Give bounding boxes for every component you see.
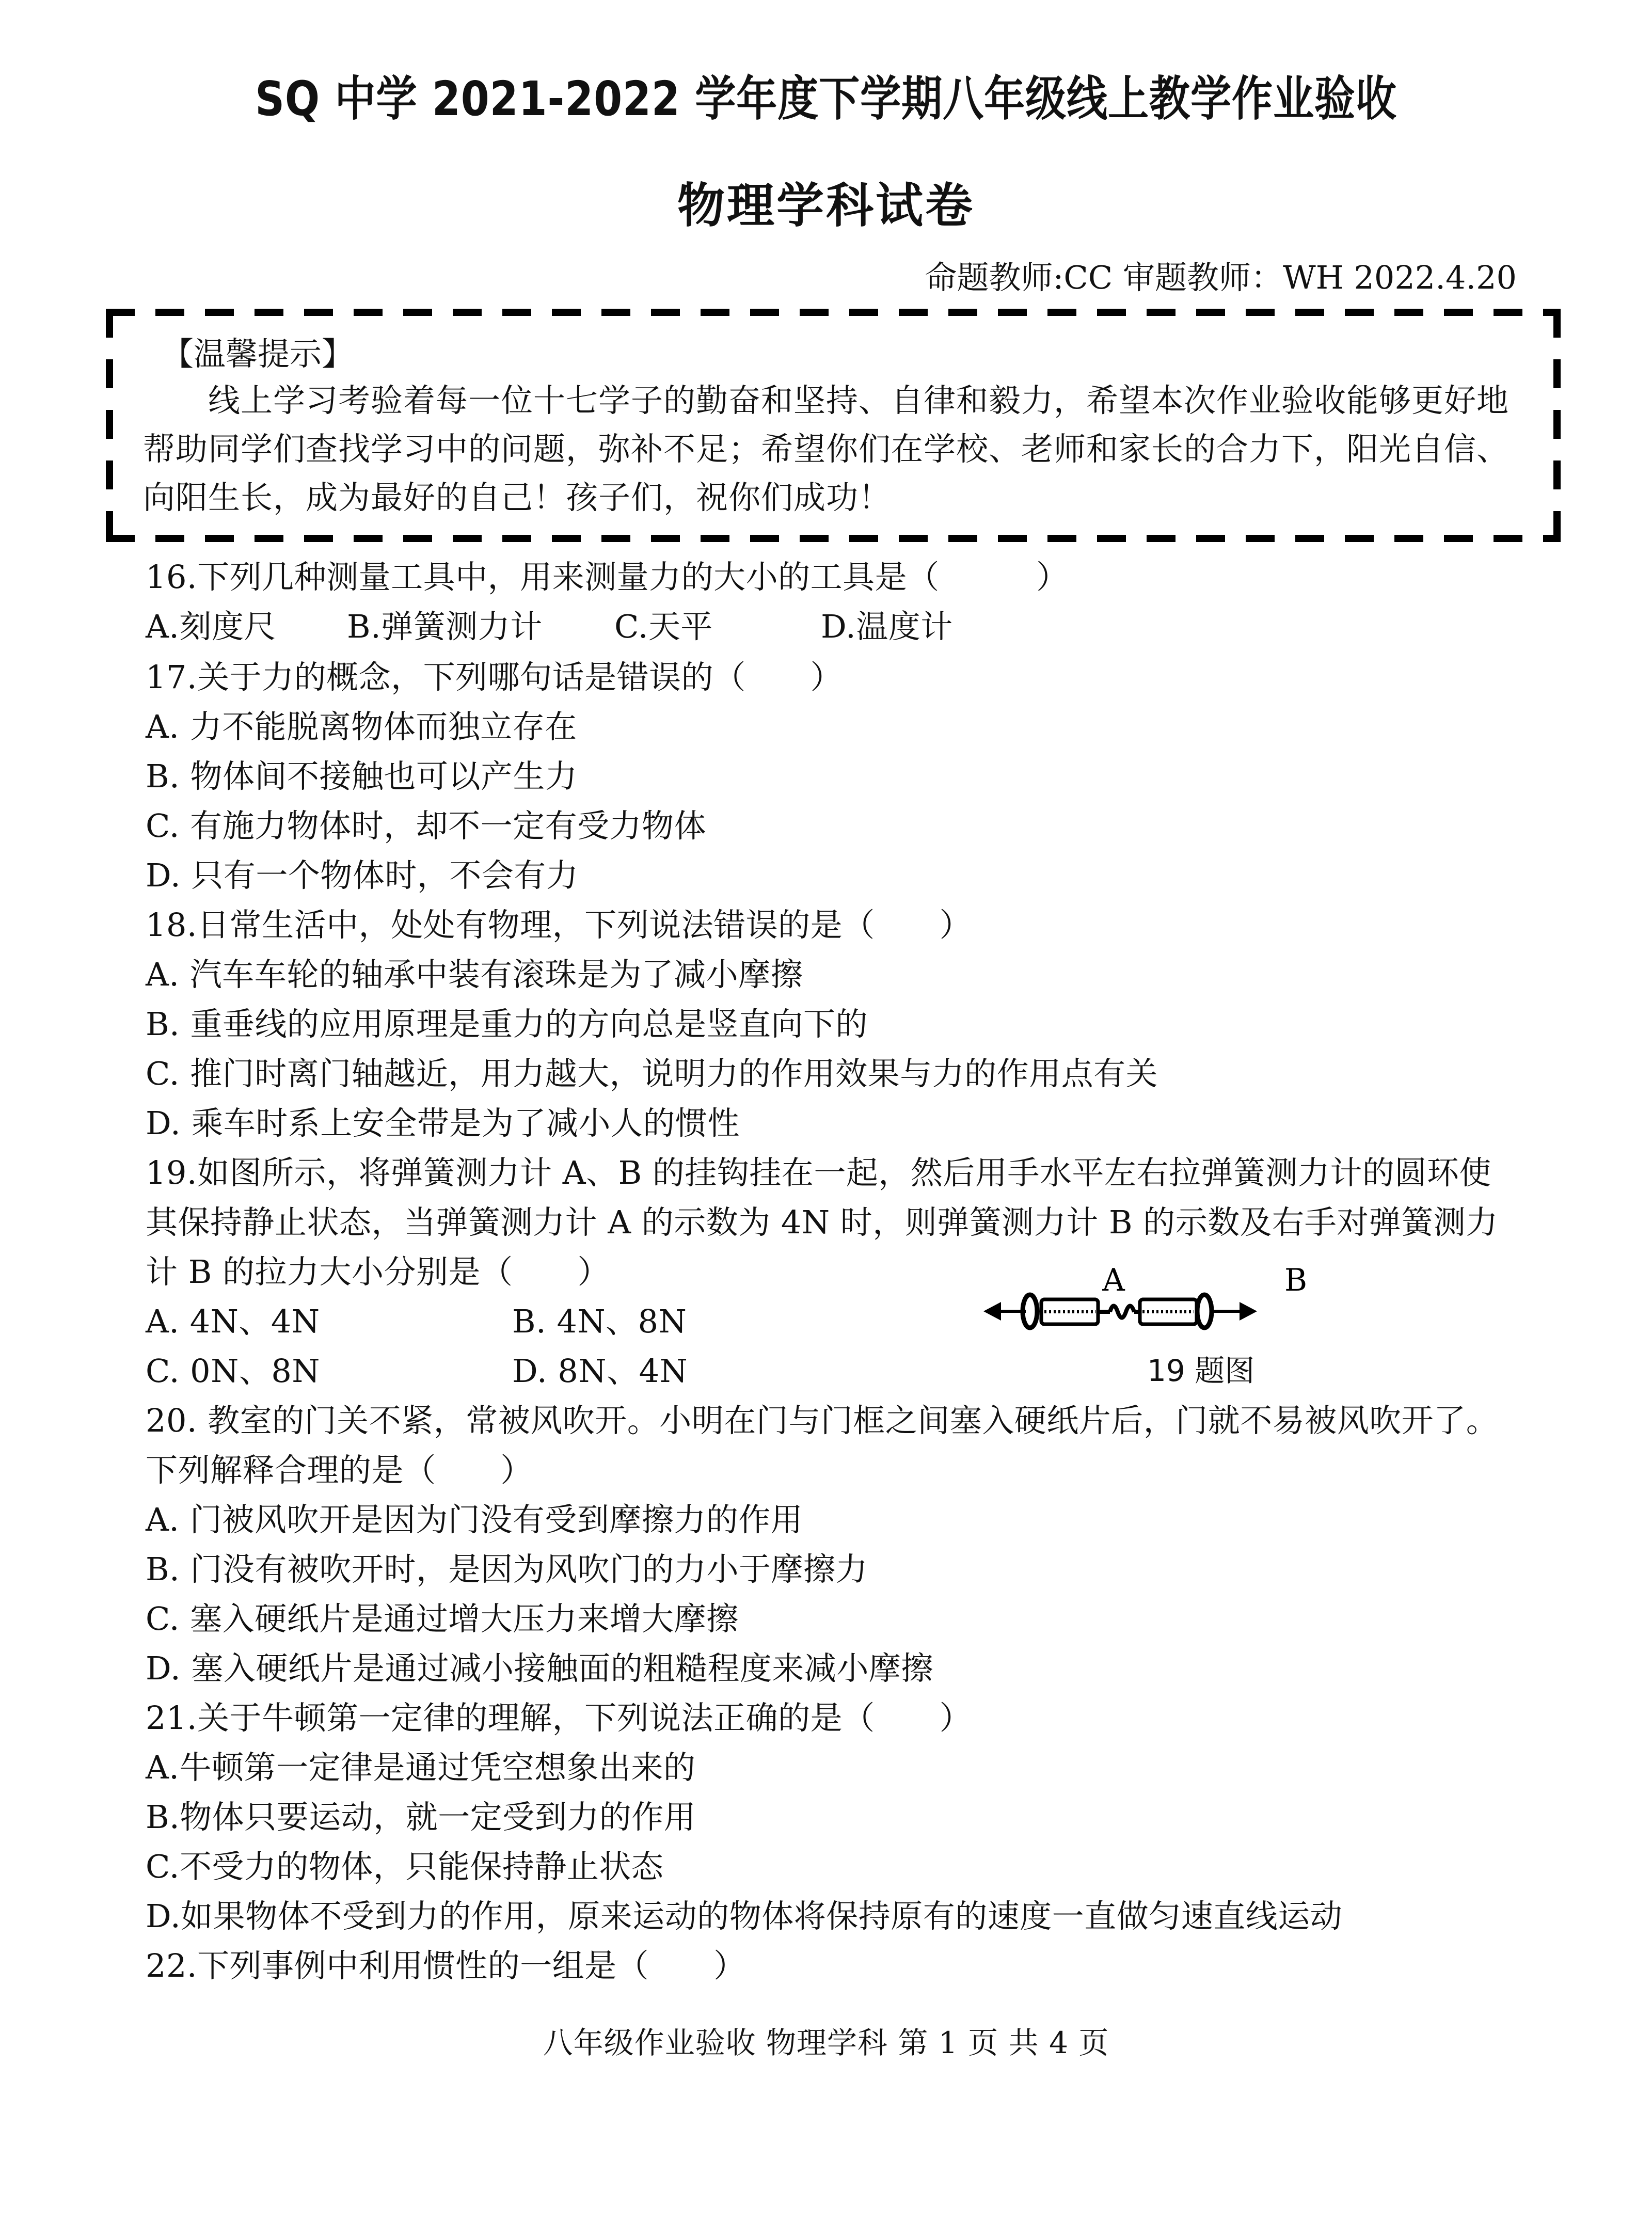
dashed-border-top [106,309,1561,316]
notice-line: 向阳生长，成为最好的自己！孩子们，祝你们成功！ [143,479,892,516]
question-17-option-c: C. 有施力物体时，却不一定有受力物体 [146,807,707,845]
page-footer: 八年级作业验收 物理学科 第 1 页 共 4 页 [543,2025,1109,2060]
question-19-stem-line: 计 B 的拉力大小分别是（ ） [146,1253,610,1291]
question-16-stem: 16.下列几种测量工具中，用来测量力的大小的工具是（ ） [146,558,1069,596]
question-16-option-c: C.天平 [614,608,713,645]
notice-line: 线上学习考验着每一位十七学子的勤奋和坚持、自律和毅力，希望本次作业验收能够更好地 [143,382,1510,419]
question-20-stem-line: 20. 教室的门关不紧，常被风吹开。小明在门与门框之间塞入硬纸片后，门就不易被风吹开了。 [146,1402,1499,1439]
teacher-info: 命题教师:CC 审题教师：WH 2022.4.20 [925,259,1517,296]
question-20-option-b: B. 门没有被吹开时，是因为风吹门的力小于摩擦力 [146,1550,868,1588]
question-21-option-d: D.如果物体不受到力的作用，原来运动的物体将保持原有的速度一直做匀速直线运动 [146,1897,1343,1935]
figure-caption: 19 题图 [1147,1353,1255,1388]
dashed-border-right [1553,309,1561,542]
question-18-option-c: C. 推门时离门轴越近，用力越大，说明力的作用效果与力的作用点有关 [146,1055,1158,1092]
notice-box [106,309,1561,542]
question-17-stem: 17.关于力的概念，下列哪句话是错误的（ ） [146,658,843,696]
question-16-option-a: A.刻度尺 [146,608,276,645]
question-20-option-a: A. 门被风吹开是因为门没有受到摩擦力的作用 [146,1501,803,1538]
question-16-option-d: D.温度计 [821,608,953,645]
question-18-option-a: A. 汽车车轮的轴承中装有滚珠是为了减小摩擦 [146,956,803,993]
question-21-option-b: B.物体只要运动，就一定受到力的作用 [146,1798,696,1836]
question-19-stem-line: 19.如图所示，将弹簧测力计 A、B 的挂钩挂在一起，然后用手水平左右拉弹簧测力计的圆环使 [146,1154,1491,1192]
exam-subtitle: 物理学科试卷 [677,178,975,233]
spring-scales-diagram-icon [978,1249,1417,1342]
question-19-option-a: A. 4N、4N [146,1302,320,1340]
question-21-option-c: C.不受力的物体，只能保持静止状态 [146,1848,664,1885]
dashed-border-bottom [106,535,1561,542]
question-16-option-b: B.弹簧测力计 [347,608,543,645]
question-18-option-d: D. 乘车时系上安全带是为了减小人的惯性 [146,1104,740,1142]
notice-line: 帮助同学们查找学习中的问题，弥补不足；希望你们在学校、老师和家长的合力下，阳光自信、 [143,430,1510,468]
notice-title: 【温馨提示】 [162,335,354,373]
question-21-option-a: A.牛顿第一定律是通过凭空想象出来的 [146,1749,696,1786]
label-b: B [1284,1262,1308,1298]
question-19-option-c: C. 0N、8N [146,1352,321,1390]
question-18-option-b: B. 重垂线的应用原理是重力的方向总是竖直向下的 [146,1005,868,1043]
question-20-option-c: C. 塞入硬纸片是通过增大压力来增大摩擦 [146,1600,739,1638]
question-21-stem: 21.关于牛顿第一定律的理解，下列说法正确的是（ ） [146,1699,972,1737]
question-22-stem: 22.下列事例中利用惯性的一组是（ ） [146,1947,746,1984]
question-20-option-d: D. 塞入硬纸片是通过减小接触面的粗糙程度来减小摩擦 [146,1649,933,1687]
question-18-stem: 18.日常生活中，处处有物理，下列说法错误的是（ ） [146,906,972,944]
question-19-stem-line: 其保持静止状态，当弹簧测力计 A 的示数为 4N 时，则弹簧测力计 B 的示数及右手对弹簧测力 [146,1203,1498,1241]
question-20-stem-line: 下列解释合理的是（ ） [146,1451,533,1489]
question-17-option-a: A. 力不能脱离物体而独立存在 [146,708,577,745]
exam-title: SQ 中学 2021-2022 学年度下学期八年级线上教学作业验收 [255,71,1397,126]
label-a: A [1102,1262,1125,1298]
dashed-border-left [106,309,113,542]
question-19-option-b: B. 4N、8N [512,1302,687,1340]
question-19-option-d: D. 8N、4N [512,1352,688,1390]
question-17-option-d: D. 只有一个物体时，不会有力 [146,856,579,894]
question-17-option-b: B. 物体间不接触也可以产生力 [146,757,578,795]
